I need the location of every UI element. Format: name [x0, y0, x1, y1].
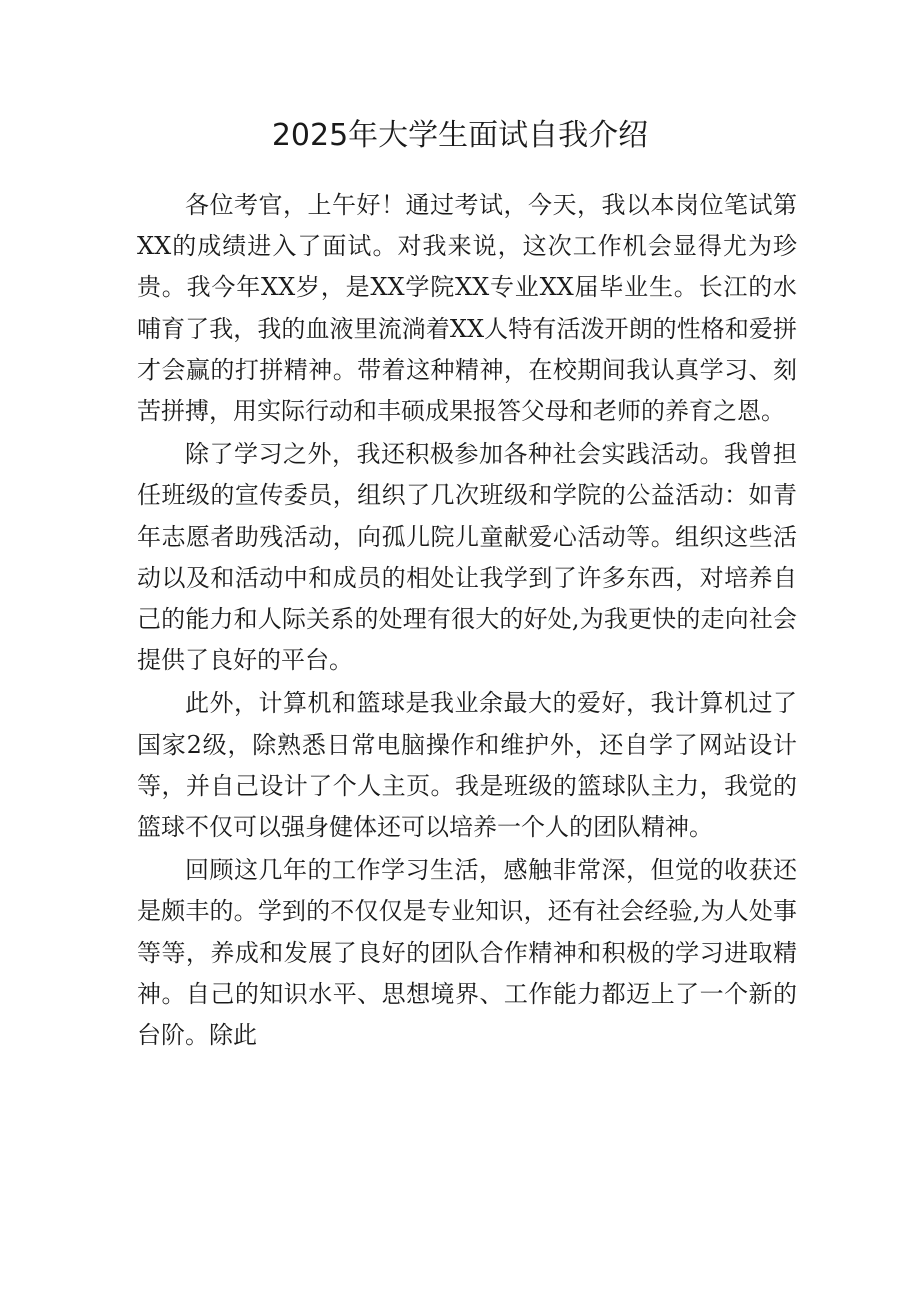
paragraph-1: 各位考官，上午好！通过考试，今天，我以本岗位笔试第XX的成绩进入了面试。对我来说，这次工作机会显得尤为珍贵。我今年XX岁，是XX学院XX专业XX届毕业生。长江的水哺育了我，我的血液里流淌着XX人特有活泼开朗的性格和爱拼才会赢的打拼精神。带着这种精神，在校期间我认真学习、刻苦拼搏，用实际行动和丰硕成果报答父母和老师的养育之恩。 — [137, 191, 797, 426]
paragraph-4: 回顾这几年的工作学习生活，感触非常深，但觉的收获还是颇丰的。学到的不仅仅是专业知识，还有社会经验,为人处事等等，养成和发展了良好的团队合作精神和积极的学习进取精神。自己的知识水平、思想境界、工作能力都迈上了一个新的台阶。除此 — [137, 856, 797, 1050]
document-title: 2025年大学生面试自我介绍 — [271, 118, 649, 153]
document-body — [137, 185, 797, 1056]
paragraph-2: 除了学习之外，我还积极参加各种社会实践活动。我曾担任班级的宣传委员，组织了几次班级和学院的公益活动：如青年志愿者助残活动，向孤儿院儿童献爱心活动等。组织这些活动以及和活动中和成员的相处让我学到了许多东西，对培养自己的能力和人际关系的处理有很大的好处,为我更快的走向社会提供了良好的平台。 — [137, 440, 797, 675]
paragraph-3: 此外，计算机和篮球是我业余最大的爱好，我计算机过了国家2级，除熟悉日常电脑操作和维护外，还自学了网站设计等，并自己设计了个人主页。我是班级的篮球队主力，我觉的篮球不仅可以强身健体还可以培养一个人的团队精神。 — [137, 689, 797, 842]
